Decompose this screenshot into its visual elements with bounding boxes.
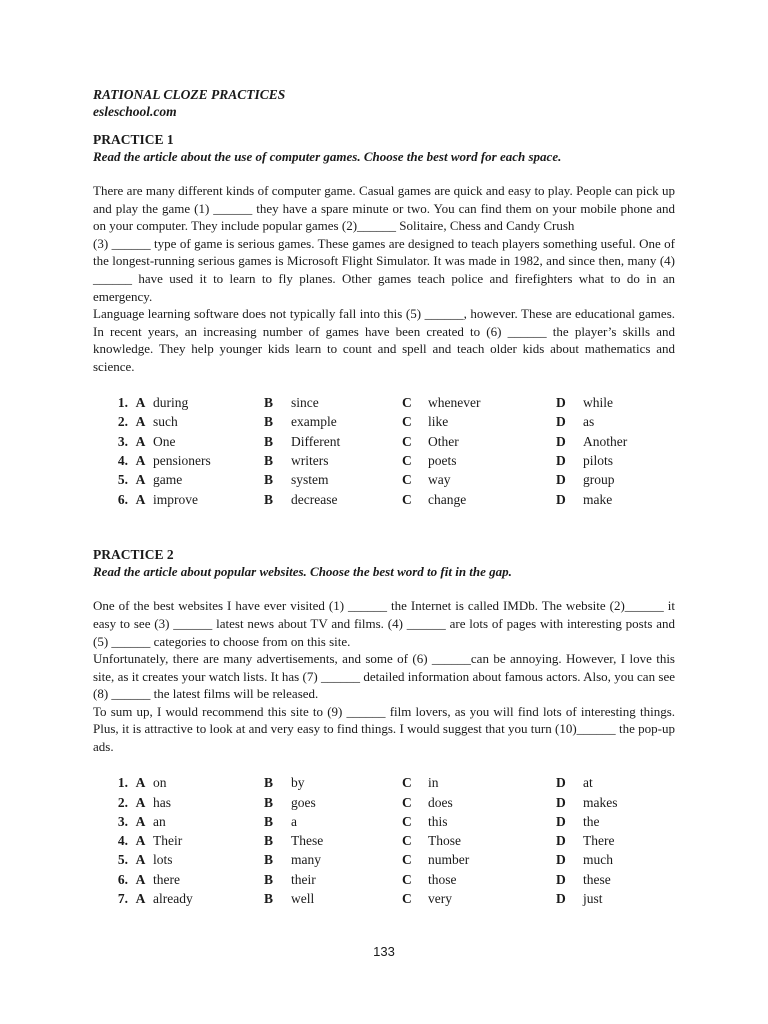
option-letter-b: B — [264, 472, 274, 488]
question-row — [93, 870, 673, 889]
option-letter-b: B — [264, 794, 274, 810]
option-c: like — [428, 414, 449, 430]
option-a: improve — [153, 491, 198, 507]
option-letter-c: C — [402, 414, 412, 430]
document-title: RATIONAL CLOZE PRACTICES — [93, 87, 286, 102]
option-letter-b: B — [264, 852, 274, 868]
option-letter-d: D — [556, 891, 566, 907]
option-b: well — [291, 891, 315, 907]
option-letter-d: D — [556, 453, 566, 469]
option-a: there — [153, 871, 180, 887]
article-paragraph: There are many different kinds of computer game. Casual games are quick and easy to play. People can pick up and play the game (1) ______ they have a spare minute or two. You can find them on your mobile phone and on your computer. They include popular games (2)______ Solitaire, Chess and Candy Crush — [93, 183, 675, 234]
option-c: Other — [428, 433, 459, 449]
option-letter-d: D — [556, 775, 566, 791]
question-row — [93, 451, 673, 470]
option-letter-d: D — [556, 871, 566, 887]
practice-1-article — [93, 182, 675, 376]
option-letter-d: D — [556, 813, 566, 829]
option-c: very — [428, 891, 452, 907]
question-number: 5. — [117, 852, 128, 868]
option-letter-c: C — [402, 833, 412, 849]
option-letter-c: C — [402, 794, 412, 810]
option-c: change — [428, 491, 467, 507]
option-b: by — [291, 775, 305, 791]
option-d: pilots — [583, 453, 614, 469]
option-b: example — [291, 414, 337, 430]
option-letter-b: B — [264, 395, 274, 411]
option-letter-c: C — [402, 891, 412, 907]
option-letter-a: A — [135, 794, 146, 810]
option-a: such — [153, 414, 178, 430]
option-letter-d: D — [556, 472, 566, 488]
option-letter-b: B — [264, 453, 274, 469]
option-a: One — [153, 433, 176, 449]
option-a: during — [153, 395, 189, 411]
option-letter-c: C — [402, 433, 412, 449]
option-d: make — [583, 491, 613, 507]
option-c: Those — [428, 833, 461, 849]
question-row — [93, 889, 673, 908]
question-number: 6. — [117, 871, 128, 887]
option-letter-b: B — [264, 775, 274, 791]
option-letter-b: B — [264, 491, 274, 507]
option-letter-c: C — [402, 395, 412, 411]
option-d: makes — [583, 794, 618, 810]
option-letter-a: A — [135, 871, 146, 887]
option-c: in — [428, 775, 439, 791]
question-row — [93, 774, 673, 793]
option-c: this — [428, 813, 448, 829]
option-letter-d: D — [556, 491, 566, 507]
practice-1-options — [93, 394, 673, 510]
option-letter-a: A — [135, 833, 146, 849]
question-number: 5. — [117, 472, 128, 488]
option-a: an — [153, 813, 166, 829]
question-row — [93, 832, 673, 851]
option-letter-d: D — [556, 833, 566, 849]
option-letter-d: D — [556, 852, 566, 868]
option-d: There — [583, 833, 615, 849]
practice-2-article — [93, 597, 675, 755]
question-number: 7. — [117, 891, 128, 907]
option-c: whenever — [428, 395, 481, 411]
option-d: just — [583, 891, 603, 907]
question-number: 3. — [117, 813, 128, 829]
question-number: 4. — [117, 453, 128, 469]
question-number: 1. — [117, 395, 128, 411]
option-letter-b: B — [264, 813, 274, 829]
option-letter-c: C — [402, 852, 412, 868]
option-d: much — [583, 852, 613, 868]
option-b: writers — [291, 453, 329, 469]
option-d: as — [583, 414, 595, 430]
question-row — [93, 812, 673, 831]
question-number: 3. — [117, 433, 128, 449]
source-site: esleschool.com — [93, 104, 177, 119]
option-letter-c: C — [402, 472, 412, 488]
document-page — [93, 86, 675, 909]
option-a: pensioners — [153, 453, 211, 469]
question-row — [93, 471, 673, 490]
practice-2-heading: PRACTICE 2 — [93, 547, 174, 563]
option-letter-c: C — [402, 813, 412, 829]
option-letter-a: A — [135, 775, 146, 791]
option-d: while — [583, 395, 613, 411]
question-number: 4. — [117, 833, 128, 849]
option-d: these — [583, 871, 611, 887]
practice-1-instructions: Read the article about the use of computer games. Choose the best word for each space. — [93, 149, 562, 164]
practice-2-options — [93, 774, 673, 909]
option-b: many — [291, 852, 321, 868]
option-letter-a: A — [135, 453, 146, 469]
question-row — [93, 413, 673, 432]
question-number: 2. — [117, 414, 128, 430]
option-b: Different — [291, 433, 341, 449]
question-number: 2. — [117, 794, 128, 810]
option-b: their — [291, 871, 316, 887]
option-letter-d: D — [556, 414, 566, 430]
option-letter-a: A — [135, 852, 146, 868]
question-number: 6. — [117, 491, 128, 507]
option-letter-a: A — [135, 433, 146, 449]
article-paragraph: Unfortunately, there are many advertisements, and some of (6) ______can be annoying. However, I love this site, as it creates your watch lists. It has (7) ______ detailed information about famous actors. Also, you can see (8) ______ the latest films will be released. — [93, 651, 675, 702]
option-d: Another — [583, 433, 628, 449]
option-c: way — [428, 472, 451, 488]
option-letter-b: B — [264, 414, 274, 430]
option-c: poets — [428, 453, 457, 469]
question-row — [93, 490, 673, 509]
page-number: 133 — [373, 944, 395, 959]
article-paragraph: To sum up, I would recommend this site to (9) ______ film lovers, as you will find lots of interesting things. Plus, it is attractive to look at and very easy to find things. I would suggest that you turn (10)______ the pop-up ads. — [93, 703, 675, 755]
option-b: These — [291, 833, 324, 849]
option-d: the — [583, 813, 600, 829]
article-paragraph: One of the best websites I have ever visited (1) ______ the Internet is called IMDb. The website (2)______ it easy to see (3) ______ latest news about TV and films. (4) ______ are lots of pages with interesting posts and (5) ______ categories to choose from on this site. — [93, 598, 675, 649]
question-number: 1. — [117, 775, 128, 791]
option-b: since — [291, 395, 319, 411]
option-letter-a: A — [135, 891, 146, 907]
option-letter-d: D — [556, 794, 566, 810]
option-b: system — [291, 472, 329, 488]
option-d: at — [583, 775, 593, 791]
option-letter-c: C — [402, 491, 412, 507]
option-c: does — [428, 794, 453, 810]
option-a: lots — [153, 852, 173, 868]
option-letter-b: B — [264, 833, 274, 849]
option-c: those — [428, 871, 457, 887]
article-paragraph: Language learning software does not typically fall into this (5) ______, however. These are educational games. In recent years, an increasing number of games have been created to (6) ______ the player’s skills and knowledge. They help younger kids learn to count and spell and teach older kids about mathematics and science. — [93, 306, 675, 374]
option-letter-c: C — [402, 775, 412, 791]
option-letter-a: A — [135, 472, 146, 488]
option-b: a — [291, 813, 297, 829]
question-row — [93, 432, 673, 451]
option-letter-a: A — [135, 395, 146, 411]
option-a: game — [153, 472, 183, 488]
option-letter-a: A — [135, 414, 146, 430]
option-b: decrease — [291, 491, 338, 507]
option-a: already — [153, 891, 193, 907]
option-letter-c: C — [402, 453, 412, 469]
question-row — [93, 793, 673, 812]
question-row — [93, 851, 673, 870]
option-letter-c: C — [402, 871, 412, 887]
question-row — [93, 394, 673, 413]
option-letter-b: B — [264, 891, 274, 907]
option-letter-d: D — [556, 395, 566, 411]
option-b: goes — [291, 794, 316, 810]
option-letter-b: B — [264, 433, 274, 449]
option-a: on — [153, 775, 167, 791]
practice-1-heading: PRACTICE 1 — [93, 132, 174, 147]
practice-2-instructions: Read the article about popular websites. Choose the best word to fit in the gap. — [93, 564, 512, 580]
option-letter-a: A — [135, 491, 146, 507]
option-letter-d: D — [556, 433, 566, 449]
article-paragraph: (3) ______ type of game is serious games. These games are designed to teach players something useful. One of the longest-running serious games is Microsoft Flight Simulator. It was made in 1982, and since then, many (4) ______ have used it to learn to fly planes. Other games teach police and firefighters what to do in an emergency. — [93, 235, 675, 304]
option-a: Their — [153, 833, 183, 849]
option-letter-a: A — [135, 813, 146, 829]
option-c: number — [428, 852, 470, 868]
option-letter-b: B — [264, 871, 274, 887]
option-a: has — [153, 794, 171, 810]
option-d: group — [583, 472, 615, 488]
